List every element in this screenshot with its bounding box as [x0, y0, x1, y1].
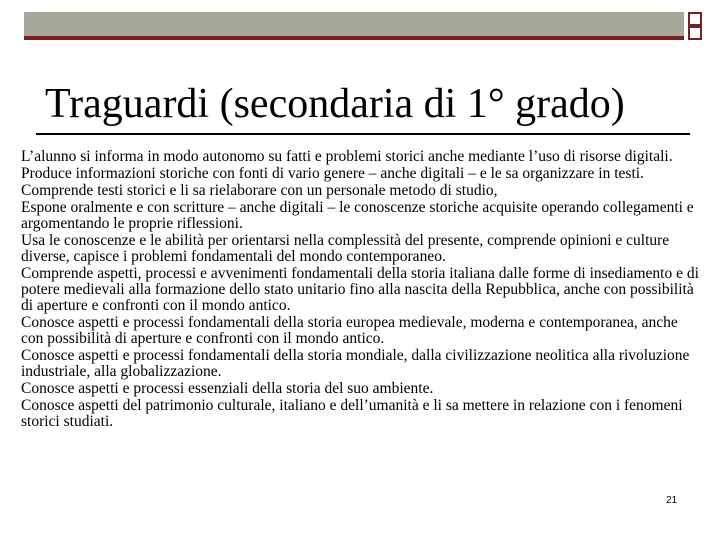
title-divider	[36, 133, 690, 135]
paragraph: Conosce aspetti e processi fondamentali della storia europea medievale, moderna e contemporanea, anche con possibilità di aperture e confronti con il mondo antico.	[21, 314, 678, 347]
paragraph: Comprende aspetti, processi e avvenimenti fondamentali della storia italiana dalle forme di insediamento e di potere medievali alla formazione dello stato unitario fino alla nascita della Repubblica, anche con possibilità di aperture e confronti con il mondo antico.	[21, 265, 699, 314]
decorative-top-band	[24, 12, 684, 40]
paragraph: L’alunno si informa in modo autonomo su fatti e problemi storici anche mediante l’uso di risorse digitali.	[21, 148, 673, 165]
paragraph: Usa le conoscenze e le abilità per orientarsi nella complessità del presente, comprende opinioni e culture diverse, capisce i problemi fondamentali del mondo contemporaneo.	[21, 232, 670, 265]
decorative-square-upper	[688, 12, 702, 26]
decorative-square-lower	[688, 26, 702, 40]
slide-number: 21	[666, 495, 678, 506]
paragraph: Produce informazioni storiche con fonti di vario genere – anche digitali – e le sa organizzare in testi.	[21, 165, 644, 182]
slide-body	[21, 149, 701, 431]
paragraph: Conosce aspetti del patrimonio culturale, italiano e dell’umanità e li sa mettere in relazione con i fenomeni storici studiati.	[21, 397, 683, 430]
slide-title: Traguardi (secondaria di 1° grado)	[45, 81, 625, 127]
paragraph: Conosce aspetti e processi essenziali della storia del suo ambiente.	[21, 380, 434, 397]
paragraph: Espone oralmente e con scritture – anche digitali – le conoscenze storiche acquisite operando collegamenti e argomentando le proprie riflessioni.	[21, 199, 694, 232]
paragraph: Conosce aspetti e processi fondamentali della storia mondiale, dalla civilizzazione neolitica alla rivoluzione industriale, alla globalizzazione.	[21, 347, 690, 380]
paragraph: Comprende testi storici e li sa rielaborare con un personale metodo di studio,	[21, 182, 498, 199]
